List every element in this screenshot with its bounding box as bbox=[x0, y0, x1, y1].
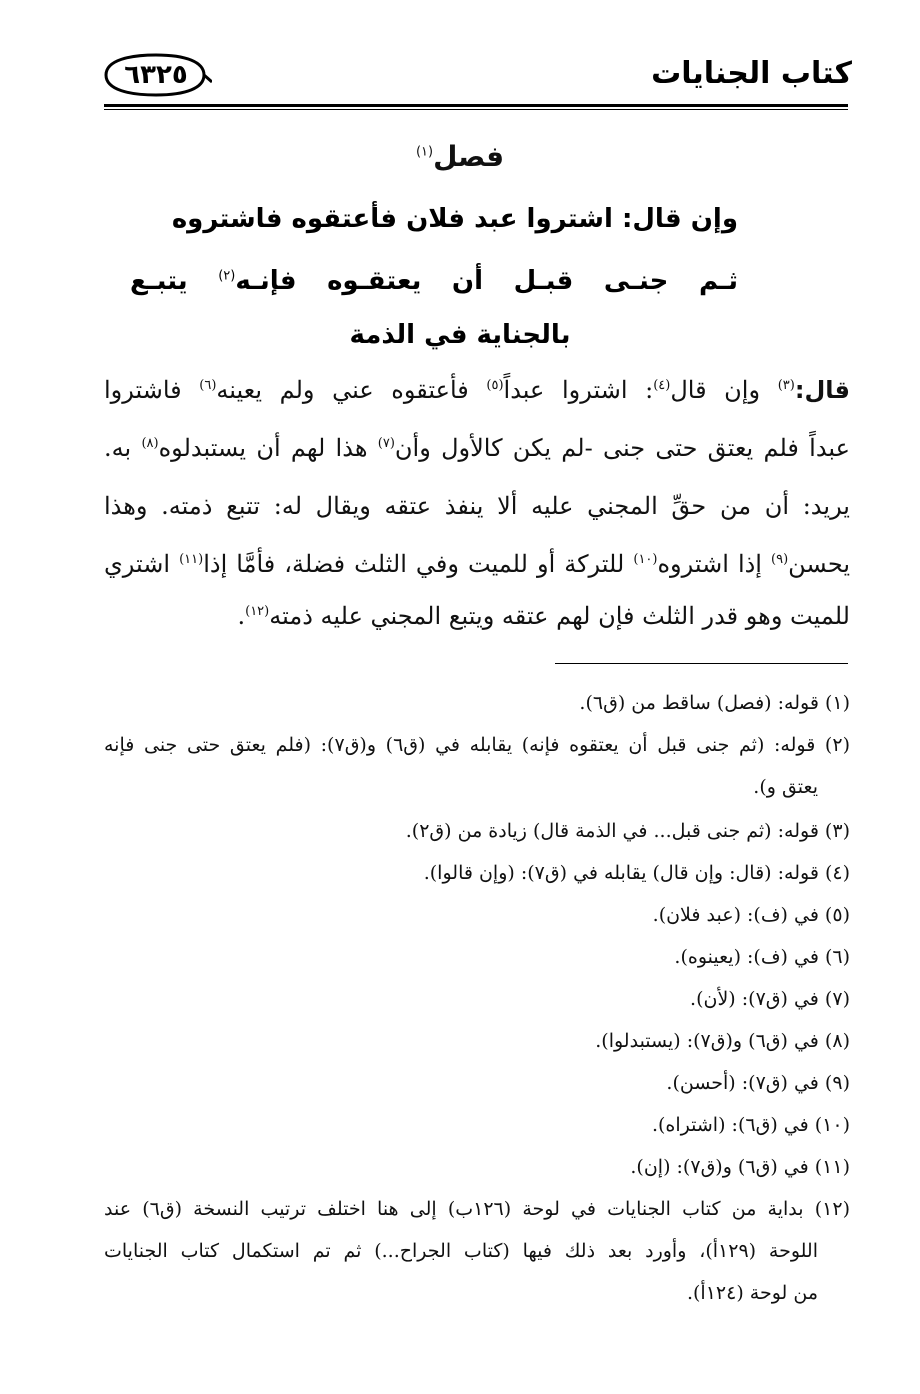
footnote: (١١) في (ق٦) و(ق٧): (إن). bbox=[630, 1156, 850, 1178]
footnote-ref: (٦) bbox=[199, 378, 217, 393]
footnote: (٦) في (ف): (يعينوه). bbox=[674, 946, 850, 968]
footnote-ref: (٥) bbox=[486, 378, 504, 393]
body-text: اشتري bbox=[104, 550, 171, 578]
footnote-ref: (٧) bbox=[377, 436, 395, 451]
heading-line-1: وإن قال: اشتروا عبد فلان فأعتقوه فاشتروه bbox=[171, 204, 738, 234]
heading-text: يتبـع bbox=[130, 266, 188, 296]
body-line-1 bbox=[104, 376, 850, 404]
heading-line-2 bbox=[130, 266, 738, 296]
footnote-ref: (١٢) bbox=[245, 604, 270, 619]
footnote-continuation: اللوحة (١٢٩أ)، وأورد بعد ذلك فيها (كتاب الجراح...) ثم تم استكمال كتاب الجنايات bbox=[104, 1240, 818, 1262]
footnote: (٤) قوله: (قال: وإن قال) يقابله في (ق٧): (وإن قالوا). bbox=[423, 862, 850, 884]
body-text: عبداً فلم يعتق حتى جنى -لم يكن كالأول وأن bbox=[394, 434, 850, 462]
body-line-5 bbox=[104, 602, 850, 630]
body-text: فاشتروا bbox=[104, 376, 182, 404]
heading-text: ثـم جنـى قبـل أن يعتقـوه فإنـه bbox=[235, 266, 738, 296]
footnote: (٣) قوله: (ثم جنى قبل... في الذمة قال) زيادة من (ق٢). bbox=[405, 820, 850, 842]
body-text: للتركة أو للميت وفي الثلث فضلة، فأمَّا إذا bbox=[203, 550, 625, 578]
body-text: يحسن bbox=[788, 550, 851, 578]
footnote-ref: (٣) bbox=[777, 378, 795, 393]
section-title-text: فصل bbox=[433, 140, 505, 173]
footnote-ref: (١٠) bbox=[633, 552, 658, 567]
footnote-divider bbox=[555, 663, 848, 664]
footnote: (٥) في (ف): (عبد فلان). bbox=[652, 904, 850, 926]
footnote: (٢) قوله: (ثم جنى قبل أن يعتقوه فإنه) يقابله في (ق٦) و(ق٧): (فلم يعتق حتى جنى فإنه bbox=[104, 734, 850, 756]
footnote: (٨) في (ق٦) و(ق٧): (يستبدلوا). bbox=[595, 1030, 850, 1052]
body-lead: قال: bbox=[794, 376, 850, 404]
body-text: فأعتقوه عني ولم يعينه bbox=[216, 376, 469, 404]
body-text: . bbox=[237, 602, 246, 630]
footnote-ref: (١) bbox=[415, 144, 434, 160]
body-line-4 bbox=[104, 550, 850, 578]
footnote-ref: (٤) bbox=[653, 378, 671, 393]
header-rule-thin bbox=[104, 109, 848, 110]
footnote: (٩) في (ق٧): (أحسن). bbox=[666, 1072, 850, 1094]
footnote: (١) قوله: (فصل) ساقط من (ق٦). bbox=[579, 692, 850, 714]
footnote-continuation: من لوحة (١٢٤أ). bbox=[686, 1282, 818, 1304]
body-text: به. bbox=[104, 434, 132, 462]
header-rule bbox=[104, 104, 848, 107]
body-text: إذا اشتروه bbox=[657, 550, 762, 578]
heading-line-3: بالجناية في الذمة bbox=[349, 320, 571, 350]
body-text: : اشتروا عبداً bbox=[503, 376, 654, 404]
body-text: للميت وهو قدر الثلث فإن لهم عتقه ويتبع المجني عليه ذمته bbox=[269, 602, 850, 630]
footnote-ref: (٢) bbox=[218, 268, 236, 284]
body-text: هذا لهم أن يستبدلوه bbox=[158, 434, 368, 462]
footnote-continuation: يعتق و). bbox=[753, 776, 818, 798]
section-title bbox=[0, 140, 920, 173]
body-line-2 bbox=[104, 434, 850, 462]
footnote-ref: (٩) bbox=[771, 552, 789, 567]
footnote-ref: (١١) bbox=[179, 552, 204, 567]
page-number: ٦٣٢٥ bbox=[124, 60, 188, 90]
footnote: (٧) في (ق٧): (لأن). bbox=[690, 988, 850, 1010]
body-text: وإن قال bbox=[670, 376, 761, 404]
body-line-3: يريد: أن من حقِّ المجني عليه ألا ينفذ عتقه ويقال له: تتبع ذمته. وهذا bbox=[104, 492, 850, 520]
footnote: (١٢) بداية من كتاب الجنايات في لوحة (١٢٦ب) إلى هنا اختلف ترتيب النسخة (ق٦) عند bbox=[104, 1198, 850, 1220]
page-number-badge bbox=[100, 52, 212, 98]
footnote: (١٠) في (ق٦): (اشتراه). bbox=[651, 1114, 850, 1136]
book-title: كتاب الجنايات bbox=[651, 56, 852, 91]
footnote-ref: (٨) bbox=[141, 436, 159, 451]
